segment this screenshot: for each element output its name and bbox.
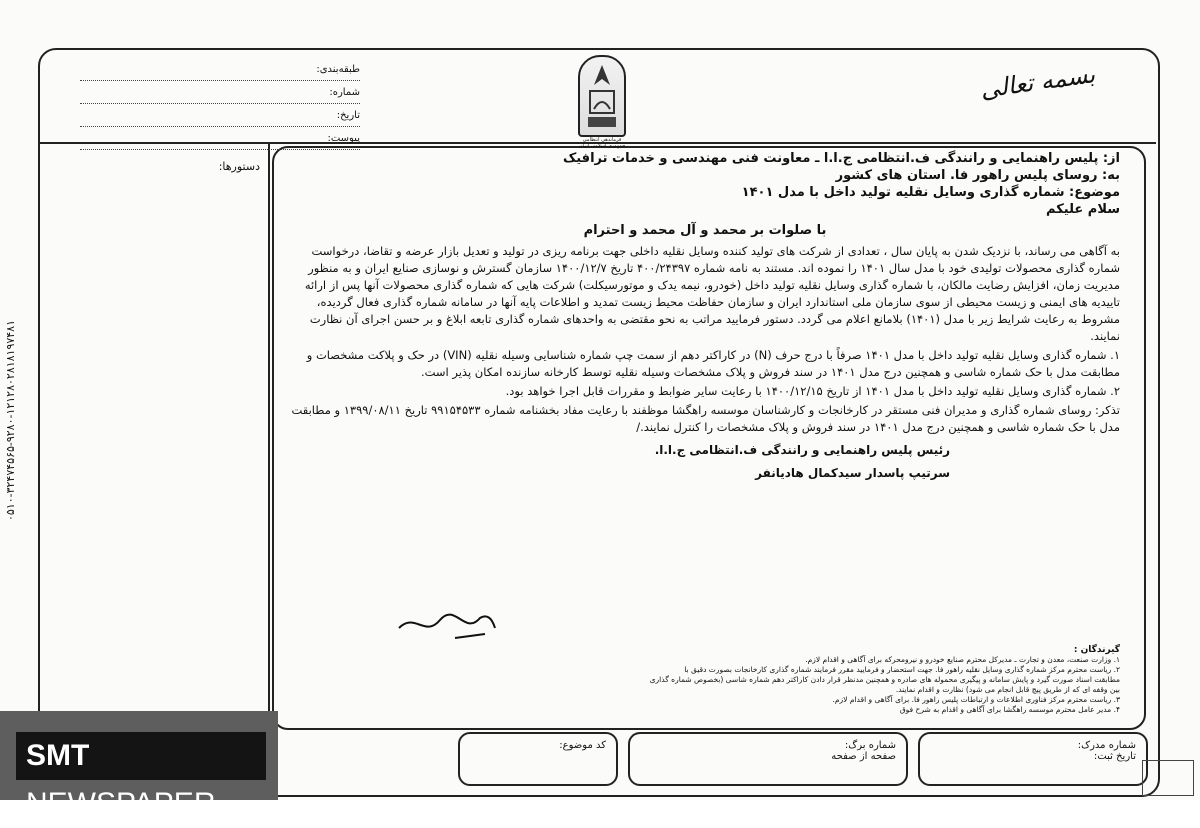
number-field: شماره: [80,83,360,104]
letter-content [290,150,1120,482]
instructions-label: دستورها: [218,160,260,173]
recipients-title: گیرندگان : [1073,645,1120,655]
condition-2: ۲. شماره گذاری وسایل نقلیه تولید داخل با مدل ۱۴۰۱ از تاریخ ۱۴۰۰/۱۲/۱۵ با رعایت سایر ضوابط و مقررات قابل اجرا خواهد بود. [505,384,1120,398]
from-line: از: پلیس راهنمایی و رانندگی ف.انتظامی ج.ا.ا ـ معاونت فنی مهندسی و خدمات ترافیک [562,151,1120,166]
reg-date-label: تاریخ ثبت: [1093,751,1136,762]
brand-rest: NEWSPAPER [26,787,216,820]
brand-strong: SMT [26,739,90,772]
recipient-line: ۲. ریاست محترم مرکز شماره گذاری وسایل نقلیه راهور فا. جهت استحضار و فرمایید مقرر فرمایند شماره گذاری کارخانجات بصورت دقیق با [684,665,1120,674]
column-divider [268,142,270,732]
recipient-line: ۳. ریاست محترم مرکز فناوری اطلاعات و ارتباطات پلیس راهور فا. برای آگاهی و اقدام لازم. [832,695,1120,704]
recipients-list [290,645,1120,715]
subject-code-box [458,732,618,786]
emblem-caption: فرماندهی انتظامی جمهوری اسلامی ایران [578,137,626,149]
recipient-line: مطابقت اسناد صورت گیرد و پایش سامانه و پیگیری محموله های صادره و همچنین مدنظر قرار دادن کاراکتر دهم شماره شاسی (بخصوص شماره گذاری [649,675,1120,684]
to-line: به: روسای پلیس راهور فا. استان های کشور [835,168,1120,183]
doc-no-label: شماره مدرک: [1077,740,1136,751]
brand-label [16,732,266,820]
greeting: سلام علیکم [1046,202,1120,217]
emblem-graphic [580,57,624,135]
police-emblem-icon [578,55,626,149]
side-reference-number: ۰۵۱۰-۳۲۴۷۴۵۶۵-۹۲۸۰-۱۲۱۲۸۰۲۸۱۸۱۹۷۴۸۱ [4,320,17,521]
sheet-no-label: شماره برگ: [844,740,896,751]
recipient-line: ۱. وزارت صنعت، معدن و تجارت ـ مدیرکل محترم صنایع خودرو و نیرومحرکه برای آگاهی و اقدام لازم. [805,655,1120,664]
sheet-number-box [628,732,908,786]
subject-code-label: کد موضوع: [559,740,606,751]
signature-title: رئیس پلیس راهنمایی و رانندگی ف.انتظامی ج.ا.ا. [654,443,950,457]
page-of-text: صفحه از صفحه [831,751,896,762]
body-paragraph: به آگاهی می رساند، با نزدیک شدن به پایان سال ، تعدادی از شرکت های تولید کننده وسایل نقلیه داخلی جهت برنامه ریزی در تولید و تعدیل بازار عرضه و تقاضا، درخواست شماره گذاری محصولات تولیدی خود با مدل سال ۱۴۰۱ را نموده اند. مستند به نامه شماره ۴۰۰/۲۴۳۹۷ تاریخ ۱۴۰۰/۱۲/۷ سازمان گسترش و نوسازی صنایع ایران و به منظور مدیریت زمان، افزایش رضایت مالکان، با شماره گذاری وسایل نقلیه تولید داخل (خودرو، نیمه یدک و موتورسیکلت) شرکت هایی که شماره گذاری محصولات آنها پس از ارائه تاییدیه های ایمنی و زیست محیطی از سوی سازمان ملی استاندارد ایران و سازمان حفاظت محیط زیست تمدید و اطلاعات پایه آنها در سامانه شماره گذاری فعال گردیده، مشروط به رعایت شرایط زیر با مدل (۱۴۰۱) بلامانع اعلام می گردد. دستور فرمایید مراتب به نحو مقتضی به واحدهای شماره گذاری تابعه ابلاغ و بر حسن اجرای آن نظارت نمایند. [304,244,1120,343]
handwritten-signature [395,608,515,646]
classification-field: طبقه‌بندی: [80,60,360,81]
recipient-line: ۴. مدیر عامل محترم موسسه راهگشا برای آگاهی و اقدام به شرح فوق [899,705,1120,714]
document-number-box [918,732,1148,786]
corner-logo-icon [1142,760,1194,796]
subject-line: موضوع: شماره گذاری وسایل نقلیه تولید داخل با مدل ۱۴۰۱ [741,185,1120,200]
salawat-line: با صلوات بر محمد و آل محمد و احترام [583,223,827,238]
bismillah-text: بسمه تعالی [978,60,1097,104]
newspaper-watermark [0,711,278,820]
condition-1: ۱. شماره گذاری وسایل نقلیه تولید داخل با مدل ۱۴۰۱ صرفاً با درج حرف (N) در کاراکتر دهم از سمت چپ شماره شناسایی وسیله نقلیه (VIN) در حک و پلاکت مشخصات و مطابقت مدل با حک شماره شاسی و همچنین درج مدل ۱۴۰۱ در سند فروش و پلاک مشخصات وسیله نقلیه توسط کارخانه سازنده امکان پذیر است. [306,348,1120,379]
letter-meta [60,60,360,152]
note-paragraph: تذکر: روسای شماره گذاری و مدیران فنی مستقر در کارخانجات و کارشناسان موسسه راهگشا موظفند با رعایت مفاد بخشنامه شماره ۹۹۱۵۴۵۳۳ تاریخ ۱۳۹۹/۰۸/۱۱ و مطابقت مدل با حک شماره شاسی و همچنین درج مدل ۱۴۰۱ در سند فروش و پلاک مشخصات را کنترل نمایند./ [291,403,1120,434]
attachment-field: پیوست: [80,129,360,150]
recipient-line: بین وقفه ای که از طریق پیچ قابل انجام می شود) نظارت و اقدام نمایند. [895,685,1120,694]
signature-name: سرتیپ پاسدار سیدکمال هادیانفر [755,466,950,480]
date-field: تاریخ: [80,106,360,127]
